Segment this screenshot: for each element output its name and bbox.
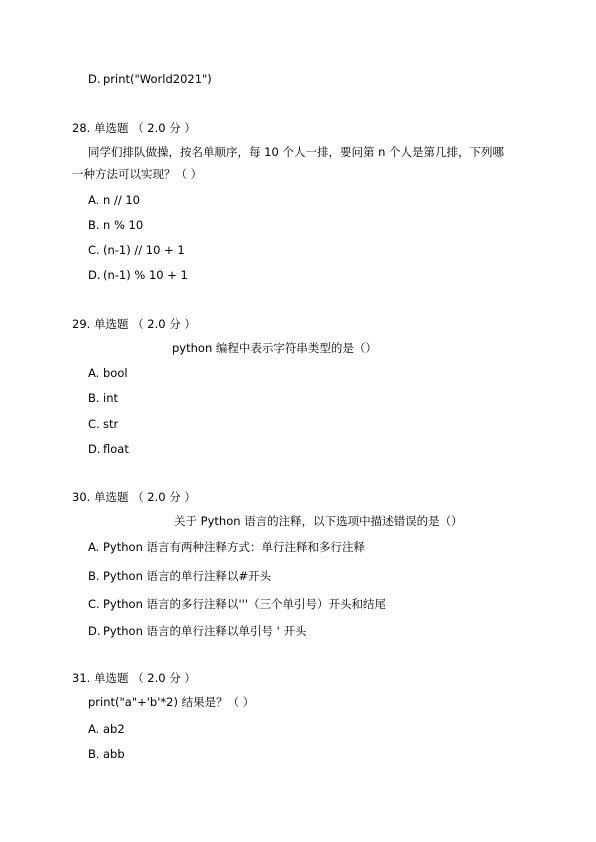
option-letter: D. [88,624,101,638]
question-stem: 同学们排队做操，按名单顺序，每 10 个人一排，要问第 n 个人是第几排，下列哪 [88,145,505,159]
option-letter: A. [88,722,100,736]
option-d [88,72,212,86]
option-text: (n-1) // 10 + 1 [103,243,185,257]
question-header: 30. 单选题 （ 2.0 分 ） [72,490,196,504]
option-text: bool [103,366,128,380]
question-stem: print("a"+'b'*2) 结果是？（ ） [88,695,255,709]
option-letter: B. [88,218,100,232]
option-letter: A. [88,366,100,380]
question-stem: python 编程中表示字符串类型的是（） [172,341,377,355]
option-text: Python 语言的单行注释以#开头 [103,569,272,583]
option-text: n // 10 [103,193,140,207]
option-text: print("World2021") [103,72,212,86]
option-text: str [103,417,119,431]
option-c [88,417,118,431]
option-b [88,747,125,761]
option-text: Python 语言有两种注释方式：单行注释和多行注释 [103,540,366,554]
option-letter: B. [88,391,100,405]
option-b [88,569,271,583]
option-letter: C. [88,417,100,431]
option-text: Python 语言的多行注释以'''（三个单引号）开头和结尾 [103,597,386,611]
option-a [88,722,125,736]
option-letter: A. [88,540,100,554]
question-stem: 关于 Python 语言的注释，以下选项中描述错误的是（） [174,514,463,528]
option-text: ab2 [103,722,125,736]
option-text: n % 10 [103,218,144,232]
option-text: Python 语言的单行注释以单引号 ' 开头 [103,624,307,638]
option-letter: C. [88,243,100,257]
option-text: int [103,391,118,405]
question-stem: 一种方法可以实现？（ ） [72,167,203,181]
question-header: 29. 单选题 （ 2.0 分 ） [72,317,196,331]
option-a [88,193,140,207]
option-text: abb [103,747,125,761]
option-letter: D. [88,442,101,456]
option-text: (n-1) % 10 + 1 [103,268,188,282]
option-c [88,597,386,611]
question-header: 28. 单选题 （ 2.0 分 ） [72,121,196,135]
option-d [88,442,129,456]
option-letter: D. [88,268,101,282]
option-letter: D. [88,72,101,86]
option-letter: C. [88,597,100,611]
option-letter: A. [88,193,100,207]
option-letter: B. [88,569,100,583]
option-d [88,624,307,638]
option-b [88,391,118,405]
question-header: 31. 单选题 （ 2.0 分 ） [72,671,196,685]
option-a [88,540,365,554]
option-d [88,268,188,282]
option-b [88,218,143,232]
option-a [88,366,128,380]
option-text: float [103,442,129,456]
option-c [88,243,185,257]
option-letter: B. [88,747,100,761]
